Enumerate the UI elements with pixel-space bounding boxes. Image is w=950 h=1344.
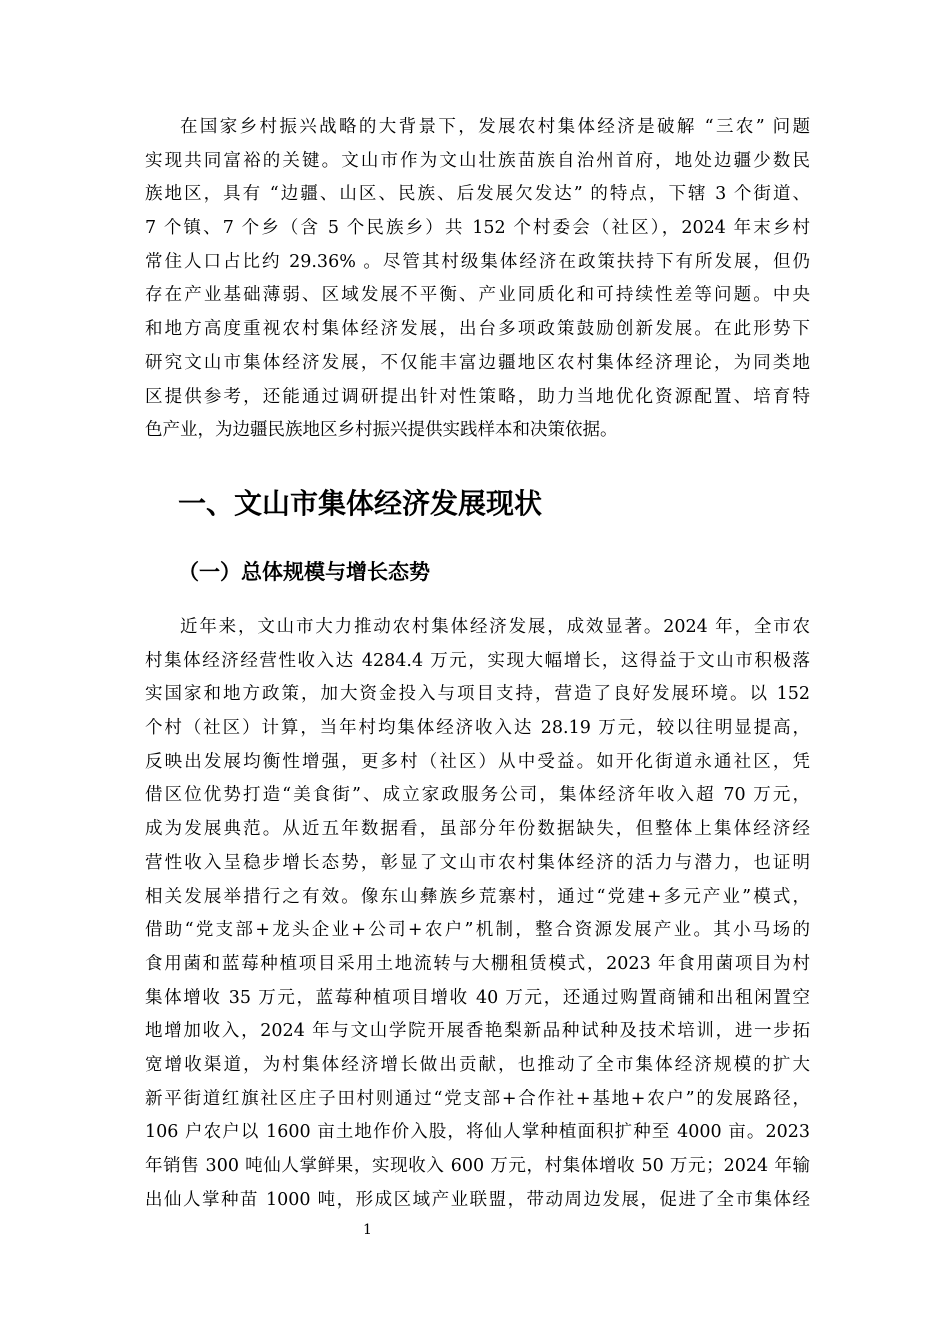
paragraph-line: 村集体经济经营性收入达 4284.4 万元，实现大幅增长，这得益于文山市积极落 bbox=[145, 650, 810, 671]
paragraph-line: 出仙人掌种苗 1000 吨，形成区域产业联盟，带动周边发展，促进了全市集体经 bbox=[145, 1189, 810, 1210]
paragraph-line: 实国家和地方政策，加大资金投入与项目支持，营造了良好发展环境。以 152 bbox=[145, 684, 810, 705]
paragraph-line: 区提供参考，还能通过调研提出针对性策略，助力当地优化资源配置、培育特 bbox=[145, 386, 810, 407]
subsection-heading: （一）总体规模与增长态势 bbox=[178, 560, 430, 584]
paragraph-line: 106 户农户以 1600 亩土地作价入股，将仙人掌种植面积扩种至 4000 亩。2023 bbox=[145, 1122, 810, 1143]
paragraph-line: 宽增收渠道，为村集体经济增长做出贡献，也推动了全市集体经济规模的扩大 bbox=[145, 1054, 810, 1075]
intro-paragraph bbox=[145, 111, 810, 448]
paragraph-line: 相关发展举措行之有效。像东山彝族乡荒寨村，通过“党建+多元产业”模式， bbox=[145, 886, 810, 907]
paragraph-line: 营性收入呈稳步增长态势，彰显了文山市农村集体经济的活力与潜力，也证明 bbox=[145, 852, 810, 873]
paragraph-line: 族地区，具有 “边疆、山区、民族、后发展欠发达” 的特点，下辖 3 个街道、 bbox=[145, 184, 810, 205]
paragraph-line: 研究文山市集体经济发展，不仅能丰富边疆地区农村集体经济理论，为同类地 bbox=[145, 352, 810, 373]
paragraph-line: 地增加收入，2024 年与文山学院开展香艳梨新品种试种及技术培训，进一步拓 bbox=[145, 1021, 810, 1042]
paragraph-line: 近年来，文山市大力推动农村集体经济发展，成效显著。2024 年，全市农 bbox=[180, 617, 810, 637]
paragraph-line: 在国家乡村振兴战略的大背景下，发展农村集体经济是破解 “三农” 问题 bbox=[180, 117, 810, 137]
page-number: 1 bbox=[363, 1222, 372, 1238]
paragraph-line: 集体增收 35 万元，蓝莓种植项目增收 40 万元，还通过购置商铺和出租闲置空 bbox=[145, 987, 810, 1008]
paragraph-line: 7 个镇、7 个乡（含 5 个民族乡）共 152 个村委会（社区），2024 年末乡村 bbox=[145, 218, 810, 239]
paragraph-line: 个村（社区）计算，当年村均集体经济收入达 28.19 万元，较以往明显提高， bbox=[145, 718, 810, 739]
paragraph-line: 借区位优势打造“美食街”、成立家政服务公司，集体经济年收入超 70 万元， bbox=[145, 785, 810, 806]
paragraph-line: 年销售 300 吨仙人掌鲜果，实现收入 600 万元，村集体增收 50 万元；2024 年输 bbox=[145, 1156, 810, 1176]
section-heading: 一、文山市集体经济发展现状 bbox=[178, 487, 543, 520]
paragraph-line: 存在产业基础薄弱、区域发展不平衡、产业同质化和可持续性差等问题。中央 bbox=[145, 285, 810, 306]
paragraph-line: 反映出发展均衡性增强，更多村（社区）从中受益。如开化街道永通社区，凭 bbox=[145, 751, 810, 772]
paragraph-line: 食用菌和蓝莓种植项目采用土地流转与大棚租赁模式，2023 年食用菌项目为村 bbox=[145, 953, 810, 974]
paragraph-line: 和地方高度重视农村集体经济发展，出台多项政策鼓励创新发展。在此形势下 bbox=[145, 319, 810, 340]
paragraph-line: 新平街道红旗社区庄子田村则通过“党支部+合作社+基地+农户”的发展路径， bbox=[145, 1088, 810, 1109]
paragraph-line: 借助“党支部+龙头企业+公司+农户”机制，整合资源发展产业。其小马场的 bbox=[145, 920, 810, 941]
paragraph-line: 实现共同富裕的关键。文山市作为文山壮族苗族自治州首府，地处边疆少数民 bbox=[145, 150, 810, 171]
paragraph-line: 常住人口占比约 29.36% 。尽管其村级集体经济在政策扶持下有所发展，但仍 bbox=[145, 251, 810, 272]
paragraph-line: 成为发展典范。从近五年数据看，虽部分年份数据缺失，但整体上集体经济经 bbox=[145, 819, 810, 840]
paragraph-line: 色产业，为边疆民族地区乡村振兴提供实践样本和决策依据。 bbox=[145, 420, 618, 441]
body-paragraph bbox=[145, 611, 810, 1217]
